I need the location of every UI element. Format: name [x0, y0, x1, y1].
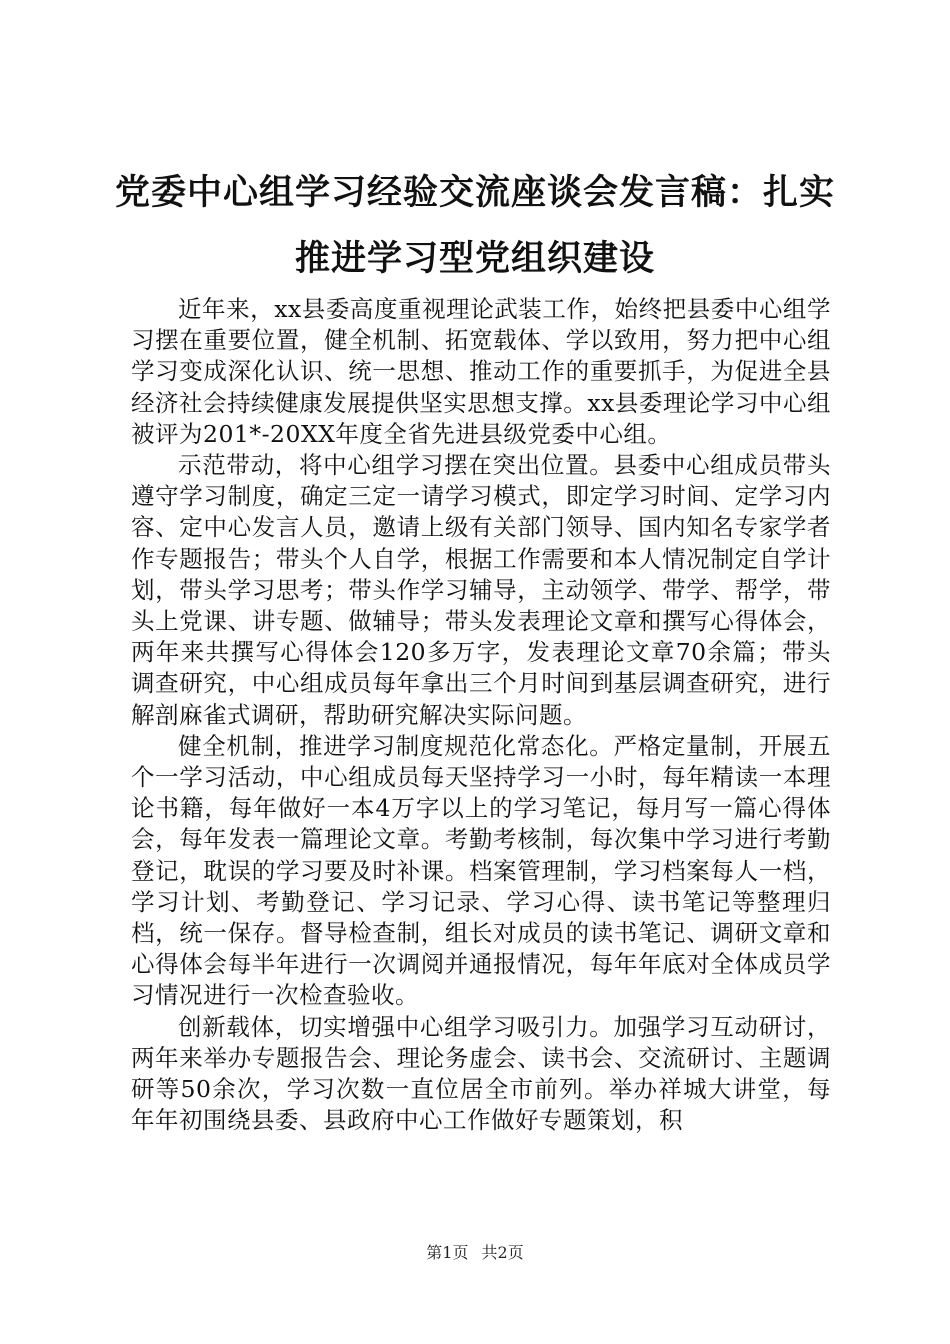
title-line-2: 推进学习型党组织建设: [294, 239, 655, 279]
paragraph-mechanism: 健全机制，推进学习制度规范化常态化。严格定量制，开展五个一学习活动，中心组成员每天坚持学习一小时，每年精读一本理论书籍，每年做好一本4万字以上的学习笔记，每月写一篇心得体会，每年发表一篇理论文章。考勤考核制，每次集中学习进行考勤登记，耽误的学习要及时补课。档案管理制，学习档案每人一档，学习计划、考勤登记、学习记录、学习心得、读书笔记等整理归档，统一保存。督导检查制，组长对成员的读书笔记、调研文章和心得体会每半年进行一次调阅并通报情况，每年年底对全体成员学习情况进行一次检查验收。: [131, 731, 831, 1010]
page-footer: [0, 1243, 950, 1263]
page-number-current: 第1页: [426, 1243, 469, 1262]
title-line-1: 党委中心组学习经验交流座谈会发言稿：扎实: [114, 173, 835, 213]
paragraph-demonstration: 示范带动，将中心组学习摆在突出位置。县委中心组成员带头遵守学习制度，确定三定一请学习模式，即定学习时间、定学习内容、定中心发言人员，邀请上级有关部门领导、国内知名专家学者作专题报告；带头个人自学，根据工作需要和本人情况制定自学计划，带头学习思考；带头作学习辅导，主动领学、带学、帮学，带头上党课、讲专题、做辅导；带头发表理论文章和撰写心得体会，两年来共撰写心得体会120多万字，发表理论文章70余篇；带头调查研究，中心组成员每年拿出三个月时间到基层调查研究，进行解剖麻雀式调研，帮助研究解决实际问题。: [131, 451, 831, 729]
document-body: [131, 294, 831, 1136]
paragraph-intro: 近年来，xx县委高度重视理论武装工作，始终把县委中心组学习摆在重要位置，健全机制、拓宽载体、学以致用，努力把中心组学习变成深化认识、统一思想、推动工作的重要抓手，为促进全县经济社会持续健康发展提供坚实思想支撑。xx县委理论学习中心组被评为201*-20XX年度全省先进县级党委中心组。: [131, 295, 831, 448]
page-number-total: 共2页: [481, 1243, 524, 1262]
document-title: [100, 160, 850, 292]
paragraph-innovation: 创新载体，切实增强中心组学习吸引力。加强学习互动研讨，两年来举办专题报告会、理论务虚会、读书会、交流研讨、主题调研等50余次，学习次数一直位居全市前列。举办祥城大讲堂，每年年初围绕县委、县政府中心工作做好专题策划，积: [131, 1012, 831, 1135]
